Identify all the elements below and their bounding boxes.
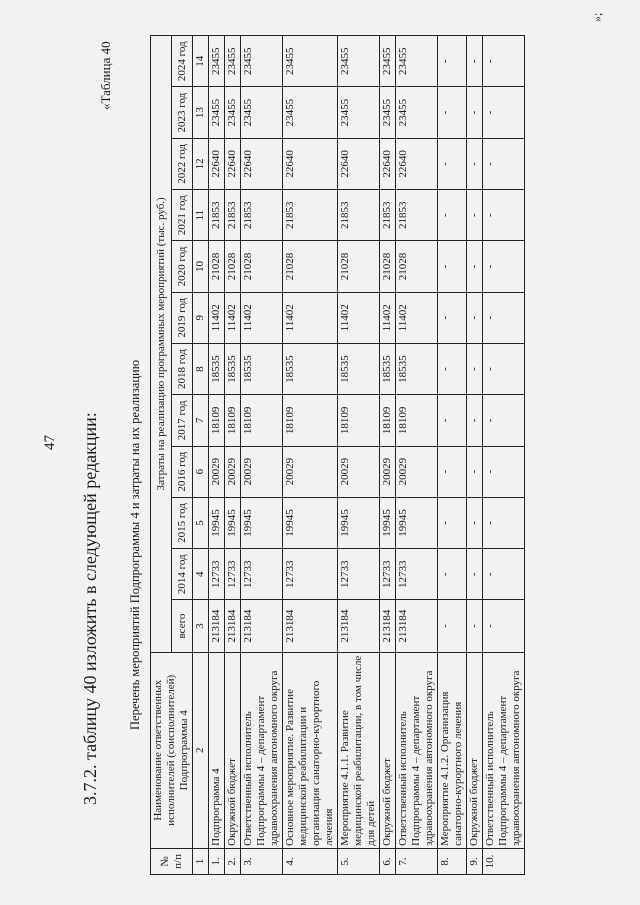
- cost-cell: 18109: [209, 395, 225, 446]
- cost-cell: 21853: [380, 190, 396, 241]
- table-row: [438, 36, 467, 875]
- row-number: 4.: [283, 848, 338, 874]
- cost-cell: 213184: [225, 600, 241, 652]
- column-number: 4: [193, 549, 209, 600]
- row-name: Окружной бюджет: [467, 652, 483, 848]
- cost-cell: 213184: [396, 600, 438, 652]
- cost-cell: 21853: [396, 190, 438, 241]
- column-number: 6: [193, 446, 209, 497]
- cost-cell: -: [483, 600, 525, 652]
- cost-cell: 18109: [283, 395, 338, 446]
- cost-cell: 22640: [396, 138, 438, 189]
- cost-cell: 19945: [209, 497, 225, 548]
- row-name: Ответственный исполнитель Подпрограммы 4 – департамент здравоохранения автономного округа: [483, 652, 525, 848]
- cost-cell: 20029: [338, 446, 380, 497]
- cost-cell: -: [467, 241, 483, 292]
- cost-cell: -: [438, 395, 467, 446]
- cost-cell: -: [483, 497, 525, 548]
- cost-cell: -: [467, 343, 483, 394]
- table-row: [380, 36, 396, 875]
- cost-cell: 213184: [380, 600, 396, 652]
- cost-cell: 23455: [380, 87, 396, 138]
- cost-cell: 213184: [283, 600, 338, 652]
- cost-cell: 11402: [283, 292, 338, 343]
- page-number: 47: [42, 435, 58, 450]
- cost-cell: 22640: [225, 138, 241, 189]
- column-number: 3: [193, 600, 209, 652]
- header-year: 2023 год: [172, 87, 193, 138]
- cost-cell: 23455: [338, 87, 380, 138]
- header-costs: Затраты на реализацию программных мероприятий (тыс. руб.): [151, 36, 172, 653]
- cost-cell: -: [467, 446, 483, 497]
- cost-cell: 18535: [225, 343, 241, 394]
- cost-cell: 18109: [380, 395, 396, 446]
- table-row: [396, 36, 438, 875]
- cost-cell: 23455: [225, 87, 241, 138]
- table-caption: Перечень мероприятий Подпрограммы 4 и затраты на их реализацию: [128, 359, 142, 730]
- cost-cell: -: [467, 292, 483, 343]
- column-number: 11: [193, 190, 209, 241]
- cost-cell: 21853: [225, 190, 241, 241]
- cost-cell: 23455: [396, 36, 438, 87]
- column-number: 12: [193, 138, 209, 189]
- section-heading: 3.7.2. таблицу 40 изложить в следующей редакции:: [80, 412, 100, 805]
- cost-cell: 12733: [209, 549, 225, 600]
- header-year: 2014 год: [172, 549, 193, 600]
- cost-cell: -: [483, 395, 525, 446]
- cost-cell: 12733: [241, 549, 283, 600]
- row-number: 8.: [438, 848, 467, 874]
- table-row: [483, 36, 525, 875]
- row-number: 6.: [380, 848, 396, 874]
- closing-quote-mark: »;: [590, 12, 604, 22]
- cost-cell: 12733: [380, 549, 396, 600]
- cost-cell: 21853: [338, 190, 380, 241]
- column-number: 5: [193, 497, 209, 548]
- cost-cell: -: [483, 343, 525, 394]
- cost-cell: 11402: [225, 292, 241, 343]
- cost-cell: 213184: [241, 600, 283, 652]
- row-name: Подпрограмма 4: [209, 652, 225, 848]
- cost-cell: -: [438, 497, 467, 548]
- cost-cell: 21028: [225, 241, 241, 292]
- header-year: 2018 год: [172, 343, 193, 394]
- cost-cell: 20029: [225, 446, 241, 497]
- cost-cell: 18535: [209, 343, 225, 394]
- cost-cell: -: [483, 549, 525, 600]
- header-year: 2017 год: [172, 395, 193, 446]
- cost-cell: -: [467, 497, 483, 548]
- row-number: 2.: [225, 848, 241, 874]
- cost-cell: 23455: [396, 87, 438, 138]
- column-number: 8: [193, 343, 209, 394]
- cost-cell: 18109: [396, 395, 438, 446]
- cost-cell: -: [438, 343, 467, 394]
- cost-cell: -: [467, 87, 483, 138]
- column-numbers-row: [193, 36, 209, 875]
- cost-cell: 19945: [283, 497, 338, 548]
- cost-cell: 213184: [209, 600, 225, 652]
- cost-cell: 20029: [241, 446, 283, 497]
- header-year: 2020 год: [172, 241, 193, 292]
- header-total: всего: [172, 600, 193, 652]
- cost-cell: 23455: [209, 87, 225, 138]
- cost-cell: 23455: [338, 36, 380, 87]
- cost-cell: -: [483, 87, 525, 138]
- header-name: Наименование ответственных исполнителей (соисполнителей) Подпрограммы 4: [151, 652, 193, 848]
- cost-cell: 22640: [241, 138, 283, 189]
- cost-cell: 23455: [241, 87, 283, 138]
- header-year: 2016 год: [172, 446, 193, 497]
- cost-cell: 18535: [380, 343, 396, 394]
- cost-cell: 20029: [283, 446, 338, 497]
- rotated-page: [20, 0, 620, 880]
- table-row: [467, 36, 483, 875]
- cost-cell: -: [438, 87, 467, 138]
- row-name: Окружной бюджет: [225, 652, 241, 848]
- row-name: Окружной бюджет: [380, 652, 396, 848]
- cost-cell: 23455: [241, 36, 283, 87]
- row-number: 1.: [209, 848, 225, 874]
- costs-table: [150, 35, 525, 875]
- cost-cell: 23455: [380, 36, 396, 87]
- cost-cell: -: [438, 549, 467, 600]
- row-number: 7.: [396, 848, 438, 874]
- column-number: 14: [193, 36, 209, 87]
- cost-cell: -: [467, 549, 483, 600]
- cost-cell: 20029: [209, 446, 225, 497]
- cost-cell: 21028: [241, 241, 283, 292]
- cost-cell: 11402: [396, 292, 438, 343]
- cost-cell: 23455: [225, 36, 241, 87]
- header-num: № п/п: [151, 848, 193, 874]
- cost-cell: 23455: [283, 36, 338, 87]
- cost-cell: 11402: [380, 292, 396, 343]
- cost-cell: 20029: [380, 446, 396, 497]
- table-row: [283, 36, 338, 875]
- cost-cell: 12733: [283, 549, 338, 600]
- cost-cell: 19945: [338, 497, 380, 548]
- cost-cell: 11402: [241, 292, 283, 343]
- table-body: [209, 36, 525, 875]
- column-number: 7: [193, 395, 209, 446]
- cost-cell: 21853: [209, 190, 225, 241]
- row-number: 9.: [467, 848, 483, 874]
- cost-cell: -: [438, 600, 467, 652]
- cost-cell: 22640: [209, 138, 225, 189]
- cost-cell: 19945: [225, 497, 241, 548]
- cost-cell: 18535: [338, 343, 380, 394]
- cost-cell: -: [467, 138, 483, 189]
- row-name: Мероприятие 4.1.2. Организация санаторно-курортного лечения: [438, 652, 467, 848]
- row-number: 3.: [241, 848, 283, 874]
- cost-cell: -: [483, 292, 525, 343]
- cost-cell: 21028: [380, 241, 396, 292]
- cost-cell: -: [438, 446, 467, 497]
- cost-cell: 21853: [241, 190, 283, 241]
- cost-cell: 21028: [396, 241, 438, 292]
- header-year: 2022 год: [172, 138, 193, 189]
- column-number: 13: [193, 87, 209, 138]
- cost-cell: 22640: [380, 138, 396, 189]
- column-number: 1: [193, 848, 209, 874]
- cost-cell: 18109: [225, 395, 241, 446]
- cost-cell: 18535: [396, 343, 438, 394]
- table-row: [225, 36, 241, 875]
- cost-cell: 11402: [209, 292, 225, 343]
- row-number: 10.: [483, 848, 525, 874]
- cost-cell: 12733: [225, 549, 241, 600]
- cost-cell: 18109: [338, 395, 380, 446]
- column-number: 10: [193, 241, 209, 292]
- column-number: 9: [193, 292, 209, 343]
- cost-cell: -: [483, 138, 525, 189]
- cost-cell: 18535: [241, 343, 283, 394]
- cost-cell: -: [438, 138, 467, 189]
- cost-cell: -: [438, 241, 467, 292]
- table-row: [209, 36, 225, 875]
- column-number: 2: [193, 652, 209, 848]
- cost-cell: -: [467, 600, 483, 652]
- cost-cell: 21853: [283, 190, 338, 241]
- cost-cell: -: [483, 446, 525, 497]
- cost-cell: -: [483, 241, 525, 292]
- header-year: 2024 год: [172, 36, 193, 87]
- header-year: 2015 год: [172, 497, 193, 548]
- cost-cell: -: [483, 190, 525, 241]
- cost-cell: 23455: [209, 36, 225, 87]
- cost-cell: -: [438, 190, 467, 241]
- cost-cell: 19945: [380, 497, 396, 548]
- header-year: 2019 год: [172, 292, 193, 343]
- cost-cell: -: [438, 36, 467, 87]
- header-year: 2021 год: [172, 190, 193, 241]
- cost-cell: 22640: [283, 138, 338, 189]
- cost-cell: -: [467, 395, 483, 446]
- cost-cell: 18109: [241, 395, 283, 446]
- cost-cell: 12733: [338, 549, 380, 600]
- cost-cell: 11402: [338, 292, 380, 343]
- table-row: [241, 36, 283, 875]
- cost-cell: 21028: [283, 241, 338, 292]
- row-number: 5.: [338, 848, 380, 874]
- cost-cell: -: [483, 36, 525, 87]
- cost-cell: -: [438, 292, 467, 343]
- row-name: Основное мероприятие. Развитие медицинской реабилитации и организация санаторно-курортного лечения: [283, 652, 338, 848]
- row-name: Ответственный исполнитель Подпрограммы 4 – департамент здравоохранения автономного округа: [241, 652, 283, 848]
- cost-cell: 213184: [338, 600, 380, 652]
- cost-cell: 20029: [396, 446, 438, 497]
- cost-cell: 19945: [241, 497, 283, 548]
- row-name: Мероприятие 4.1.1. Развитие медицинской реабилитации, в том числе для детей: [338, 652, 380, 848]
- table-row: [338, 36, 380, 875]
- cost-cell: 18535: [283, 343, 338, 394]
- cost-cell: 12733: [396, 549, 438, 600]
- cost-cell: 23455: [283, 87, 338, 138]
- row-name: Ответственный исполнитель Подпрограммы 4 – департамент здравоохранения автономного округа: [396, 652, 438, 848]
- cost-cell: 19945: [396, 497, 438, 548]
- cost-cell: 21028: [338, 241, 380, 292]
- cost-cell: -: [467, 190, 483, 241]
- cost-cell: 21028: [209, 241, 225, 292]
- cost-cell: -: [467, 36, 483, 87]
- table-reference: «Таблица 40: [98, 41, 113, 110]
- cost-cell: 22640: [338, 138, 380, 189]
